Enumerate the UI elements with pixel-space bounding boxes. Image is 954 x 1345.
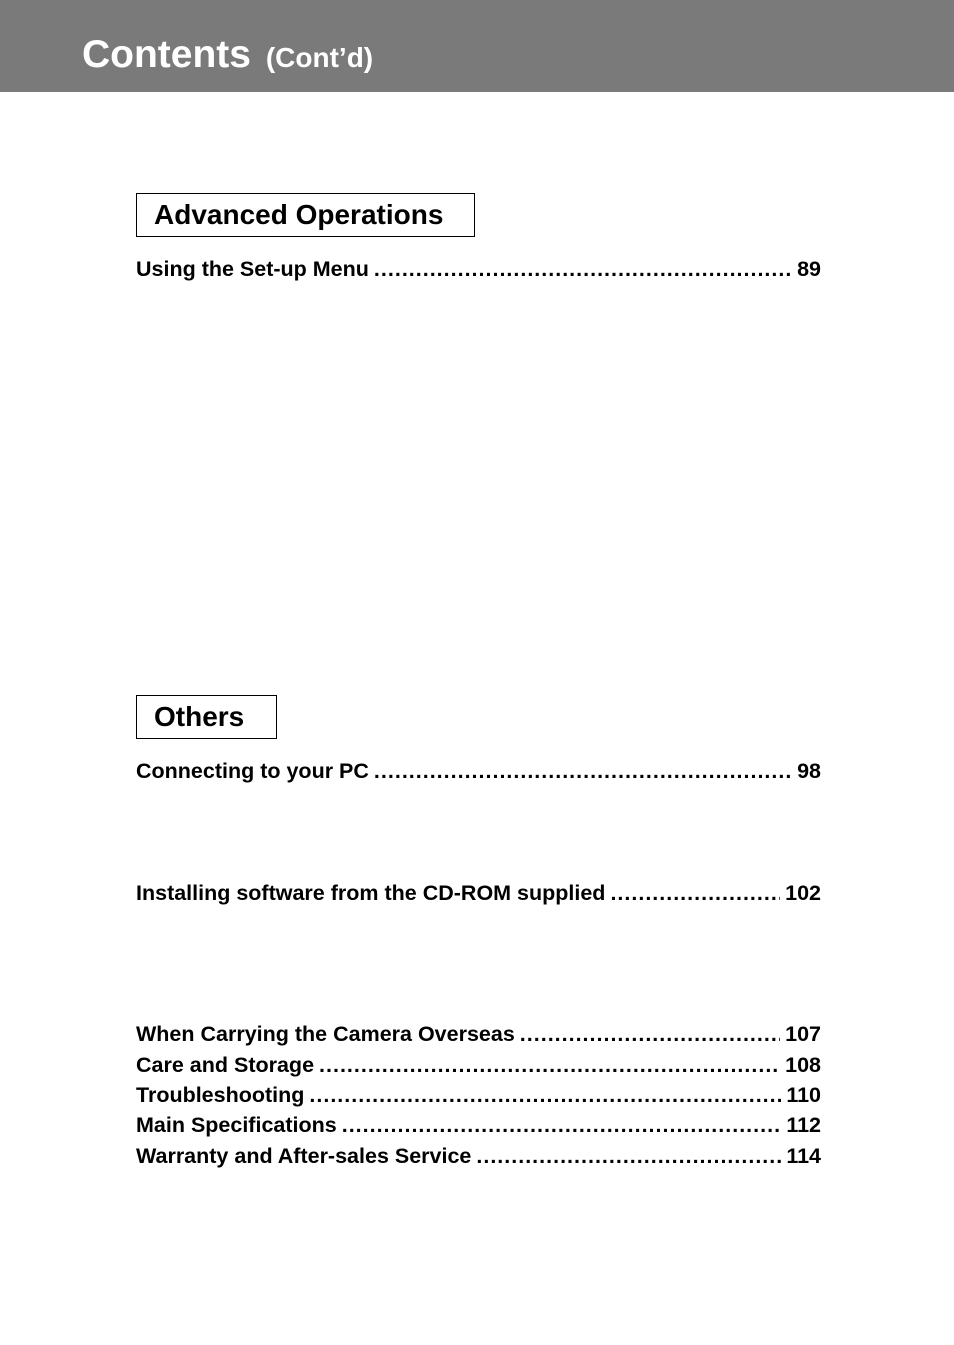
toc-entry-title: Main Specifications — [136, 1113, 337, 1137]
toc-entry-page: 114 — [786, 1144, 821, 1168]
toc-entry[interactable] — [136, 1080, 821, 1110]
toc-entry[interactable] — [136, 1050, 821, 1080]
toc-entry-title: When Carrying the Camera Overseas — [136, 1022, 515, 1046]
toc-leader-dots — [342, 1110, 782, 1140]
toc-entry-title: Using the Set-up Menu — [136, 257, 369, 281]
toc-entry-title: Installing software from the CD-ROM supplied — [136, 881, 606, 905]
toc-entry[interactable] — [136, 254, 821, 284]
toc-entry-title: Troubleshooting — [136, 1083, 305, 1107]
toc-entry-page: 98 — [797, 759, 821, 783]
toc-entry-page: 107 — [785, 1022, 821, 1046]
toc-entry-title: Care and Storage — [136, 1053, 315, 1077]
toc-leader-dots — [476, 1141, 781, 1171]
toc-leader-dots — [374, 254, 792, 284]
page-title — [82, 32, 373, 81]
toc-entry[interactable] — [136, 1110, 821, 1140]
toc-leader-dots — [520, 1019, 780, 1049]
toc-entry[interactable] — [136, 1019, 821, 1049]
section-heading-others: Others — [136, 695, 277, 739]
toc-entry-title: Warranty and After-sales Service — [136, 1144, 472, 1168]
page-title-text: Contents — [82, 33, 251, 76]
toc-entry[interactable] — [136, 878, 821, 908]
page-subtitle: (Cont’d) — [265, 42, 374, 73]
toc-entry-page: 108 — [785, 1053, 821, 1077]
toc-entry[interactable] — [136, 1141, 821, 1171]
page-header — [0, 0, 954, 92]
section-heading-advanced-operations: Advanced Operations — [136, 193, 475, 237]
toc-entry-page: 110 — [786, 1083, 821, 1107]
toc-leader-dots — [309, 1080, 781, 1110]
toc-entry-page: 89 — [797, 257, 821, 281]
toc-leader-dots — [319, 1050, 780, 1080]
toc-entry-title: Connecting to your PC — [136, 759, 369, 783]
toc-entry[interactable] — [136, 756, 821, 786]
toc-entry-page: 112 — [786, 1113, 821, 1137]
toc-leader-dots — [610, 878, 780, 908]
toc-leader-dots — [374, 756, 792, 786]
toc-entry-page: 102 — [785, 881, 821, 905]
